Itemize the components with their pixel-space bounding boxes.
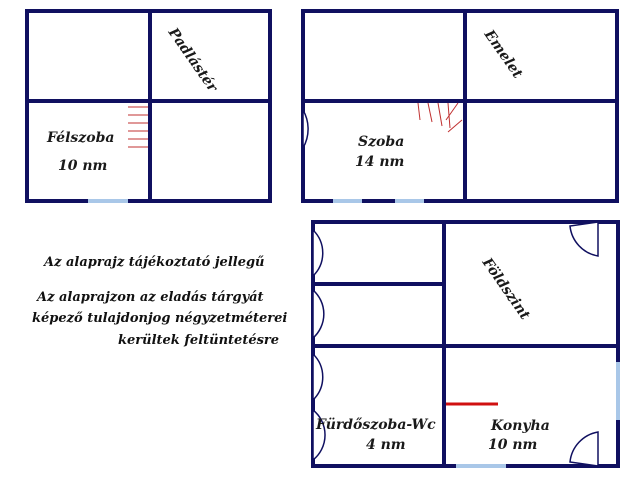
note-line-1: Az alaprajz tájékoztató jellegű: [44, 255, 265, 270]
ground-floor-plan: [313, 222, 618, 466]
upper-floor-plan: [303, 11, 617, 201]
upper-room-name: Szoba: [358, 134, 405, 150]
attic-floor-label: Padlástér: [164, 25, 221, 95]
bath-room-name: Fürdőszoba-Wc: [316, 417, 436, 433]
upper-door: [303, 110, 308, 148]
attic-stairs: [128, 107, 148, 147]
kitchen-room-area: 10 nm: [488, 437, 538, 453]
upper-room-area: 14 nm: [355, 154, 405, 170]
bath-room-area: 4 nm: [366, 437, 406, 453]
kitchen-room-name: Konyha: [491, 418, 550, 434]
upper-outer-wall: [303, 11, 617, 201]
note-line-3: képező tulajdonjog négyzetméterei: [32, 311, 288, 326]
attic-room-area: 10 nm: [58, 158, 108, 174]
attic-plan: [27, 11, 270, 201]
ground-door-2: [313, 290, 324, 338]
notes: [32, 255, 287, 348]
ground-door-3: [313, 354, 323, 400]
note-line-4: kerültek feltüntetésre: [118, 333, 280, 348]
ground-kitchen-door: [570, 432, 598, 466]
upper-floor-label: Emelet: [480, 27, 526, 82]
ground-floor-label: Földszint: [478, 255, 533, 323]
ground-door-1: [313, 230, 323, 276]
ground-entrance-door: [570, 222, 598, 256]
note-line-2: Az alaprajzon az eladás tárgyát: [37, 290, 264, 305]
upper-stairs: [418, 103, 462, 132]
attic-room-name: Félszoba: [47, 130, 115, 146]
